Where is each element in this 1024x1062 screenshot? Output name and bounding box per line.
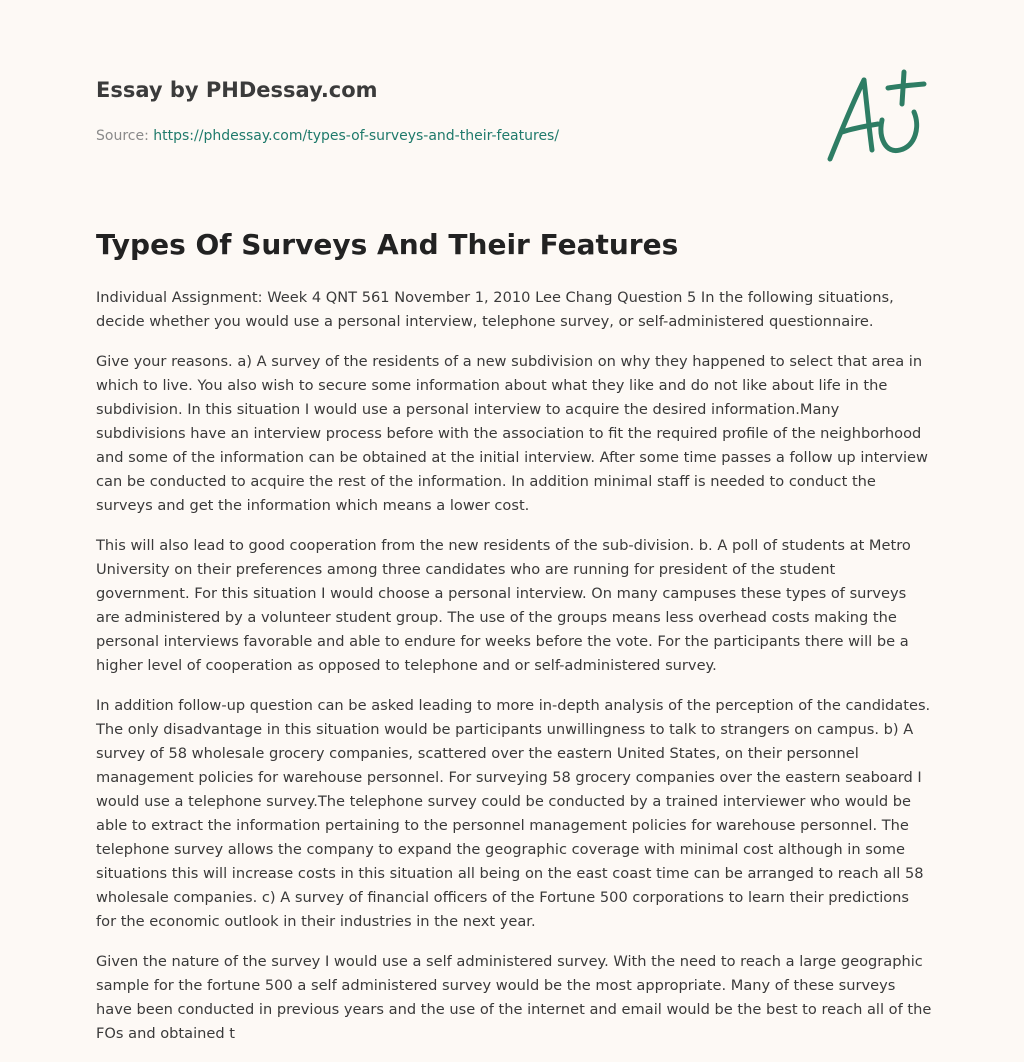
paragraph: Given the nature of the survey I would use a self administered survey. With the need to reach a large geographic sample for the fortune 500 a self administered survey would be the most appropriate. Many of these surveys have been conducted in previous years and the use of the internet and email would be the best to reach all of the FOs and obtained t: [96, 953, 932, 1042]
paragraph: Give your reasons. a) A survey of the residents of a new subdivision on why they happened to select that area in which to live. You also wish to secure some information about what they like and do not like about life in the subdivision. In this situation I would use a personal interview to acquire the desired information.Many subdivisions have an interview process before with the association to fit the required profile of the neighborhood and some of the information can be obtained at the initial interview. After some time passes a follow up interview can be conducted to acquire the rest of the information. In addition minimal staff is needed to conduct the surveys and get the information which means a lower cost.: [96, 353, 928, 514]
a-plus-logo-icon: [820, 66, 930, 166]
paragraph: This will also lead to good cooperation from the new residents of the sub-division. b. A poll of students at Metro University on their preferences among three candidates who are running for president of the student government. For this situation I would choose a personal interview. On many campuses these types of surveys are administered by a volunteer student group. The use of the groups means less overhead costs making the personal interviews favorable and able to endure for weeks before the vote. For the participants there will be a higher level of cooperation as opposed to telephone and or self-administered survey.: [96, 537, 911, 674]
article-title: Types Of Surveys And Their Features: [96, 228, 679, 261]
source-link[interactable]: https://phdessay.com/types-of-surveys-and-their-features/: [153, 128, 560, 144]
paragraph: In addition follow-up question can be asked leading to more in-depth analysis of the perception of the candidates. The only disadvantage in this situation would be participants unwillingness to talk to strangers on campus. b) A survey of 58 wholesale grocery companies, scattered over the eastern United States, on their personnel management policies for warehouse personnel. For surveying 58 grocery companies over the eastern seaboard I would use a telephone survey.The telephone survey could be conducted by a trained interviewer who would be able to extract the information pertaining to the personnel management policies for warehouse personnel. The telephone survey allows the company to expand the geographic coverage with minimal cost although in some situations this will increase costs in this situation all being on the east coast time can be arranged to reach all 58 wholesale companies. c) A survey of financial officers of the Fortune 500 corporations to learn their predictions for the economic outlook in their industries in the next year.: [96, 697, 931, 930]
paragraph: Individual Assignment: Week 4 QNT 561 November 1, 2010 Lee Chang Question 5 In the following situations, decide whether you would use a personal interview, telephone survey, or self-administered questionnaire.: [96, 289, 894, 330]
page-header: [96, 76, 796, 146]
article-body: [96, 286, 932, 1062]
site-brand: Essay by PHDessay.com: [96, 78, 378, 102]
source-line: [96, 126, 796, 146]
source-label: Source:: [96, 128, 154, 144]
